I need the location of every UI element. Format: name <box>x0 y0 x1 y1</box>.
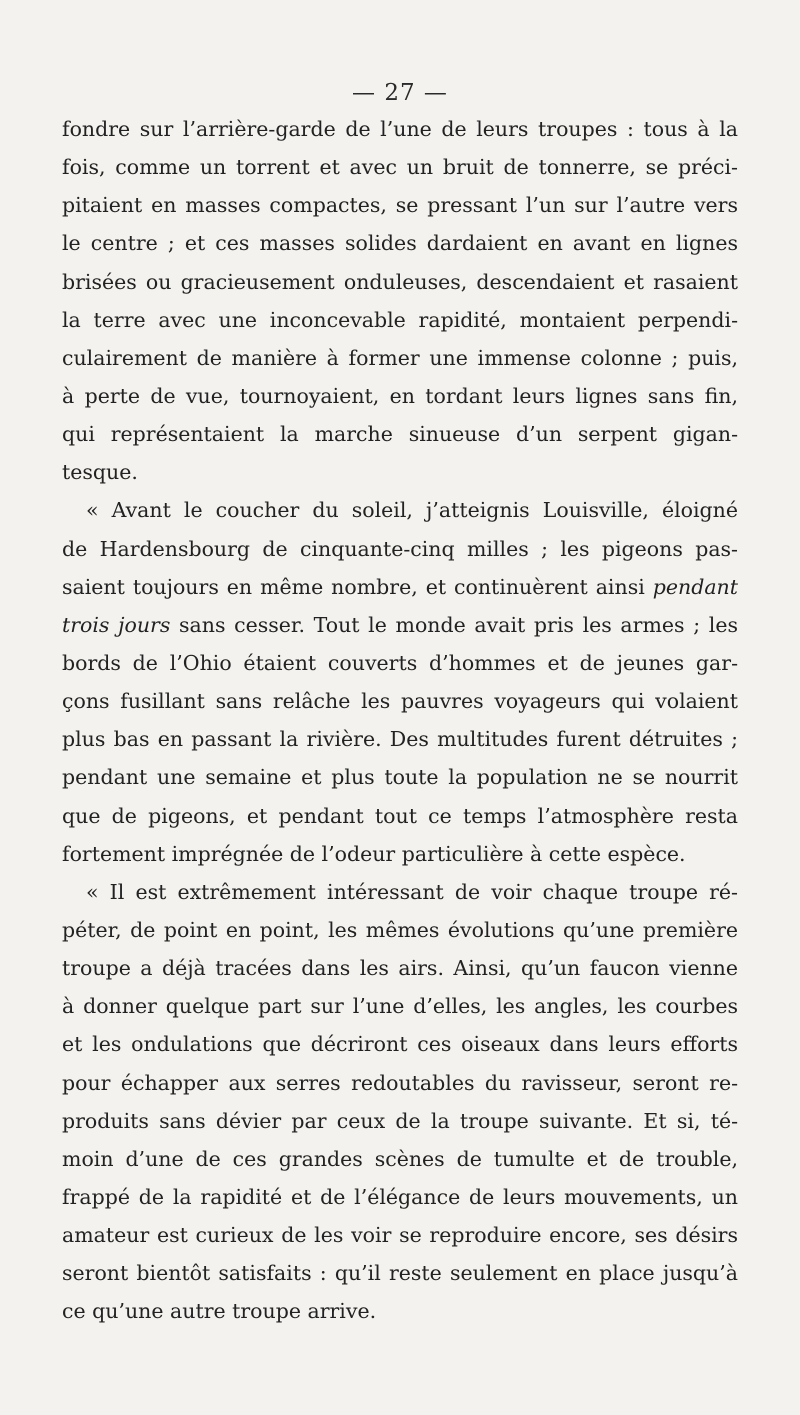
line-text: pendant une semaine et plus toute la population ne se nourrit <box>62 765 738 790</box>
text-line <box>62 453 738 491</box>
line-text: tesque. <box>62 460 138 485</box>
line-text: « Avant le coucher du soleil, j’atteignis Louisville, éloigné <box>86 498 738 523</box>
text-line <box>62 873 738 911</box>
text-line <box>62 263 738 301</box>
text-line <box>62 568 738 606</box>
text-line <box>62 1216 738 1254</box>
line-text: frappé de la rapidité et de l’élégance de leurs mouvements, un <box>62 1184 738 1209</box>
text-line <box>62 835 738 873</box>
line-text: produits sans dévier par ceux de la troupe suivante. Et si, té- <box>62 1108 738 1133</box>
text-line <box>62 1178 738 1216</box>
line-text: seront bientôt satisfaits : qu’il reste seulement en place jusqu’à <box>62 1261 738 1286</box>
text-line <box>62 987 738 1025</box>
text-line <box>62 720 738 758</box>
line-text: brisées ou gracieusement onduleuses, descendaient et rasaient <box>62 269 738 294</box>
text-line <box>62 1254 738 1292</box>
text-line <box>62 606 738 644</box>
body-text <box>62 110 738 1331</box>
text-line <box>62 110 738 148</box>
line-text: çons fusillant sans relâche les pauvres voyageurs qui volaient <box>62 689 738 714</box>
line-text: qui représentaient la marche sinueuse d’un serpent gigan- <box>62 422 738 447</box>
text-line <box>62 797 738 835</box>
italic-text: pendant <box>652 574 738 599</box>
line-text: pitaient en masses compactes, se pressant l’un sur l’autre vers <box>62 193 738 218</box>
line-text: ce qu’une autre troupe arrive. <box>62 1299 377 1324</box>
line-text: troupe a déjà tracées dans les airs. Ainsi, qu’un faucon vienne <box>62 956 738 981</box>
text-line <box>62 911 738 949</box>
italic-text: trois jours <box>62 612 171 637</box>
line-text: le centre ; et ces masses solides dardaient en avant en lignes <box>62 231 738 256</box>
text-line <box>62 377 738 415</box>
line-text: amateur est curieux de les voir se reproduire encore, ses désirs <box>62 1223 738 1248</box>
text-line <box>62 186 738 224</box>
line-text: pour échapper aux serres redoutables du ravisseur, seront re- <box>62 1070 738 1095</box>
line-text: et les ondulations que décriront ces oiseaux dans leurs efforts <box>62 1032 738 1057</box>
text-line <box>62 1292 738 1330</box>
line-text: la terre avec une inconcevable rapidité, montaient perpendi- <box>62 307 738 332</box>
text-line <box>62 1064 738 1102</box>
line-text: à perte de vue, tournoyaient, en tordant leurs lignes sans fin, <box>62 383 738 408</box>
line-text: péter, de point en point, les mêmes évolutions qu’une première <box>62 917 738 942</box>
text-line <box>62 949 738 987</box>
line-text: sans cesser. Tout le monde avait pris les armes ; les <box>170 612 738 637</box>
line-text: culairement de manière à former une immense colonne ; puis, <box>62 345 738 370</box>
text-line <box>62 1102 738 1140</box>
line-text: à donner quelque part sur l’une d’elles, les angles, les courbes <box>62 994 738 1019</box>
line-text: « Il est extrêmement intéressant de voir chaque troupe ré- <box>86 879 738 904</box>
text-line <box>62 682 738 720</box>
line-text: fois, comme un torrent et avec un bruit de tonnerre, se préci- <box>62 155 738 180</box>
text-line <box>62 530 738 568</box>
text-line <box>62 1140 738 1178</box>
line-text: saient toujours en même nombre, et continuèrent ainsi <box>62 574 645 599</box>
text-line <box>62 148 738 186</box>
text-line <box>62 224 738 262</box>
text-line <box>62 758 738 796</box>
line-text: bords de l’Ohio étaient couverts d’hommes et de jeunes gar- <box>62 650 738 675</box>
line-text: de Hardensbourg de cinquante-cinq milles ; les pigeons pas- <box>62 536 738 561</box>
text-line <box>62 491 738 529</box>
line-text: fortement imprégnée de l’odeur particulière à cette espèce. <box>62 841 686 866</box>
text-line <box>62 301 738 339</box>
text-line <box>62 339 738 377</box>
text-line <box>62 644 738 682</box>
line-text: fondre sur l’arrière-garde de l’une de leurs troupes : tous à la <box>62 117 738 141</box>
text-line <box>62 1025 738 1063</box>
page-number: — 27 — <box>352 80 448 106</box>
line-text: plus bas en passant la rivière. Des multitudes furent détruites ; <box>62 727 738 752</box>
text-line <box>62 415 738 453</box>
line-text: moin d’une de ces grandes scènes de tumulte et de trouble, <box>62 1146 738 1171</box>
line-text: que de pigeons, et pendant tout ce temps l’atmosphère resta <box>62 803 738 828</box>
